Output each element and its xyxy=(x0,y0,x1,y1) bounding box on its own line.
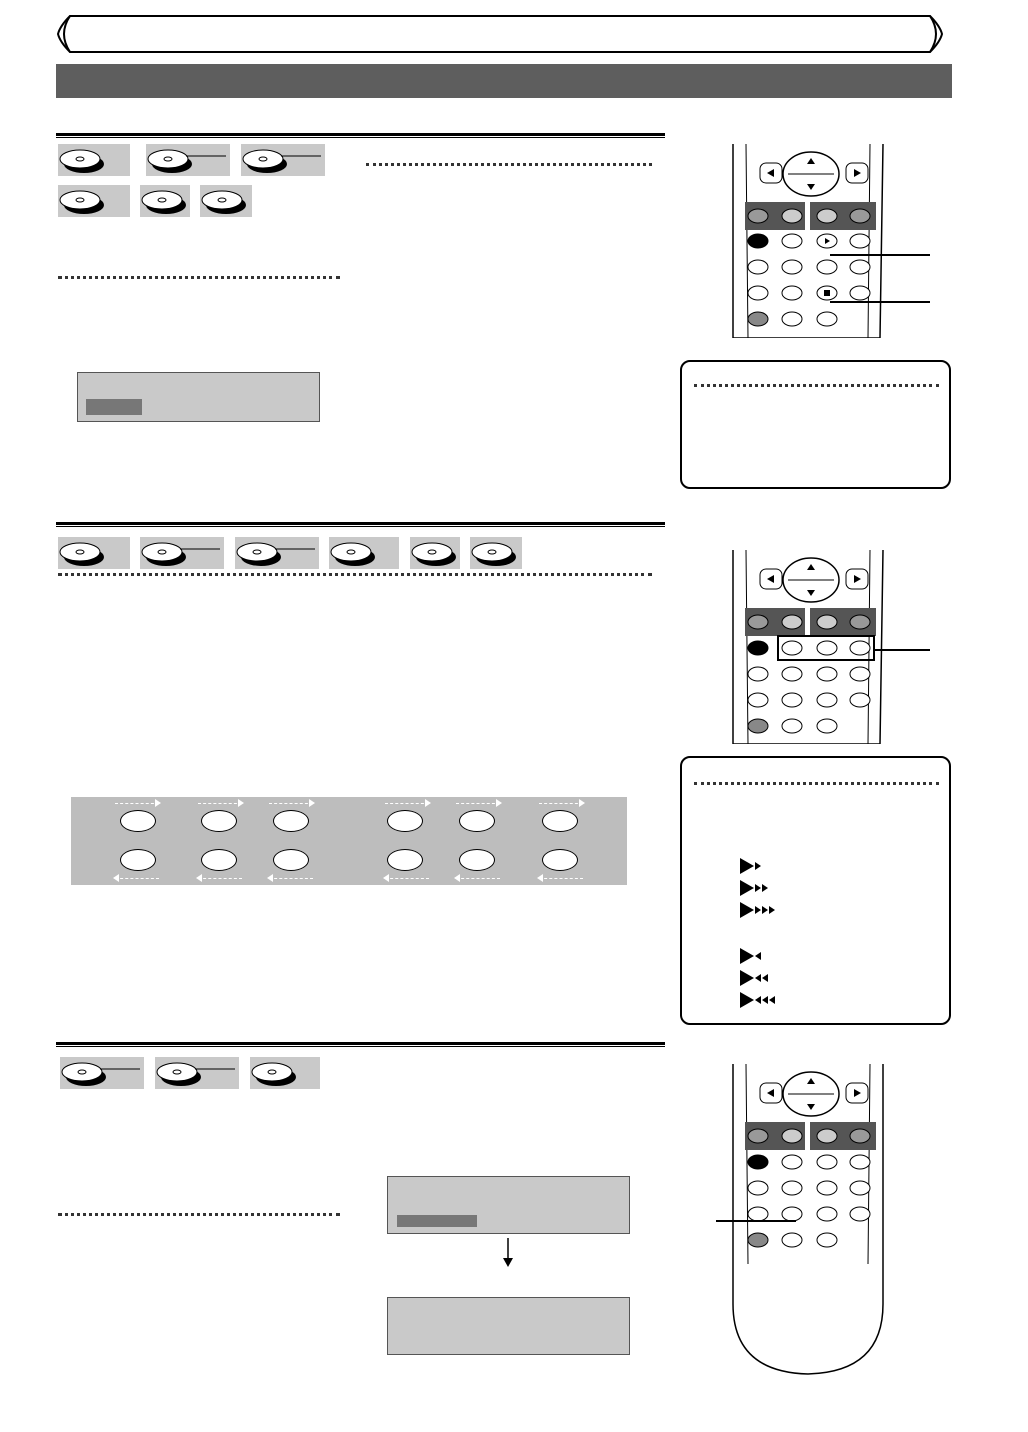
reverse-arrow xyxy=(198,878,242,879)
forward-1-icon xyxy=(740,858,780,874)
speed-step-button xyxy=(542,810,578,832)
reverse-arrow xyxy=(269,878,313,879)
disc-badge xyxy=(60,1057,144,1089)
speed-step-button xyxy=(542,849,578,871)
header-banner xyxy=(56,14,944,54)
disc-icon xyxy=(58,537,130,569)
disc-badge xyxy=(146,144,230,176)
disc-icon xyxy=(58,144,130,176)
hint-box xyxy=(680,360,951,489)
forward-arrow xyxy=(269,803,313,804)
remote-control-icon xyxy=(728,144,888,338)
divider xyxy=(694,782,939,785)
disc-badge xyxy=(235,537,319,569)
speed-step-button xyxy=(273,849,309,871)
disc-badge xyxy=(200,185,252,217)
disc-badge xyxy=(250,1057,320,1089)
on-screen-display xyxy=(387,1297,630,1355)
disc-icon xyxy=(470,537,522,569)
disc-badge xyxy=(58,144,130,176)
forward-3-icon xyxy=(740,902,784,918)
disc-icon xyxy=(140,185,190,217)
disc-badge xyxy=(140,185,190,217)
disc-badge xyxy=(410,537,460,569)
disc-badge xyxy=(470,537,522,569)
forward-2-icon xyxy=(740,880,780,896)
osd-highlight xyxy=(86,399,142,415)
disc-badge xyxy=(241,144,325,176)
disc-icon xyxy=(60,1057,144,1089)
forward-arrow xyxy=(539,803,583,804)
forward-arrow xyxy=(198,803,242,804)
speed-step-button xyxy=(273,810,309,832)
speed-step-button xyxy=(459,810,495,832)
callout-line xyxy=(874,649,930,651)
section-1-rule xyxy=(56,133,665,138)
remote-control-icon xyxy=(728,550,888,744)
disc-badge xyxy=(329,537,399,569)
speed-step-button xyxy=(201,849,237,871)
divider xyxy=(366,163,652,166)
disc-icon xyxy=(200,185,252,217)
disc-icon xyxy=(58,185,130,217)
hint-box xyxy=(680,756,951,1025)
disc-icon xyxy=(155,1057,239,1089)
speed-step-button xyxy=(387,810,423,832)
speed-step-button xyxy=(201,810,237,832)
speed-step-button xyxy=(120,810,156,832)
disc-icon xyxy=(140,537,224,569)
reverse-3-icon xyxy=(740,992,784,1008)
disc-badge xyxy=(155,1057,239,1089)
callout-line xyxy=(716,1220,796,1222)
forward-arrow xyxy=(456,803,500,804)
reverse-arrow xyxy=(539,878,583,879)
divider xyxy=(694,384,939,387)
disc-icon xyxy=(146,144,230,176)
speed-strip xyxy=(71,797,627,885)
section-2-rule xyxy=(56,522,665,527)
divider xyxy=(58,1213,340,1216)
reverse-arrow xyxy=(115,878,159,879)
forward-arrow xyxy=(115,803,159,804)
on-screen-display xyxy=(77,372,320,422)
osd-highlight xyxy=(397,1215,477,1227)
section-3-rule xyxy=(56,1042,665,1047)
callout-line xyxy=(830,301,930,303)
reverse-1-icon xyxy=(740,948,780,964)
section-title-bar xyxy=(56,64,952,98)
reverse-2-icon xyxy=(740,970,780,986)
down-arrow-icon xyxy=(502,1238,514,1268)
callout-line xyxy=(830,254,930,256)
speed-step-button xyxy=(120,849,156,871)
disc-icon xyxy=(329,537,399,569)
reverse-arrow xyxy=(385,878,429,879)
disc-badge xyxy=(58,185,130,217)
divider xyxy=(58,573,652,576)
speed-step-button xyxy=(459,849,495,871)
forward-arrow xyxy=(385,803,429,804)
speed-step-button xyxy=(387,849,423,871)
disc-icon xyxy=(410,537,460,569)
disc-badge xyxy=(140,537,224,569)
divider xyxy=(58,276,340,279)
reverse-arrow xyxy=(456,878,500,879)
disc-badge xyxy=(58,537,130,569)
disc-icon xyxy=(241,144,325,176)
disc-icon xyxy=(250,1057,320,1089)
on-screen-display xyxy=(387,1176,630,1234)
disc-icon xyxy=(235,537,319,569)
